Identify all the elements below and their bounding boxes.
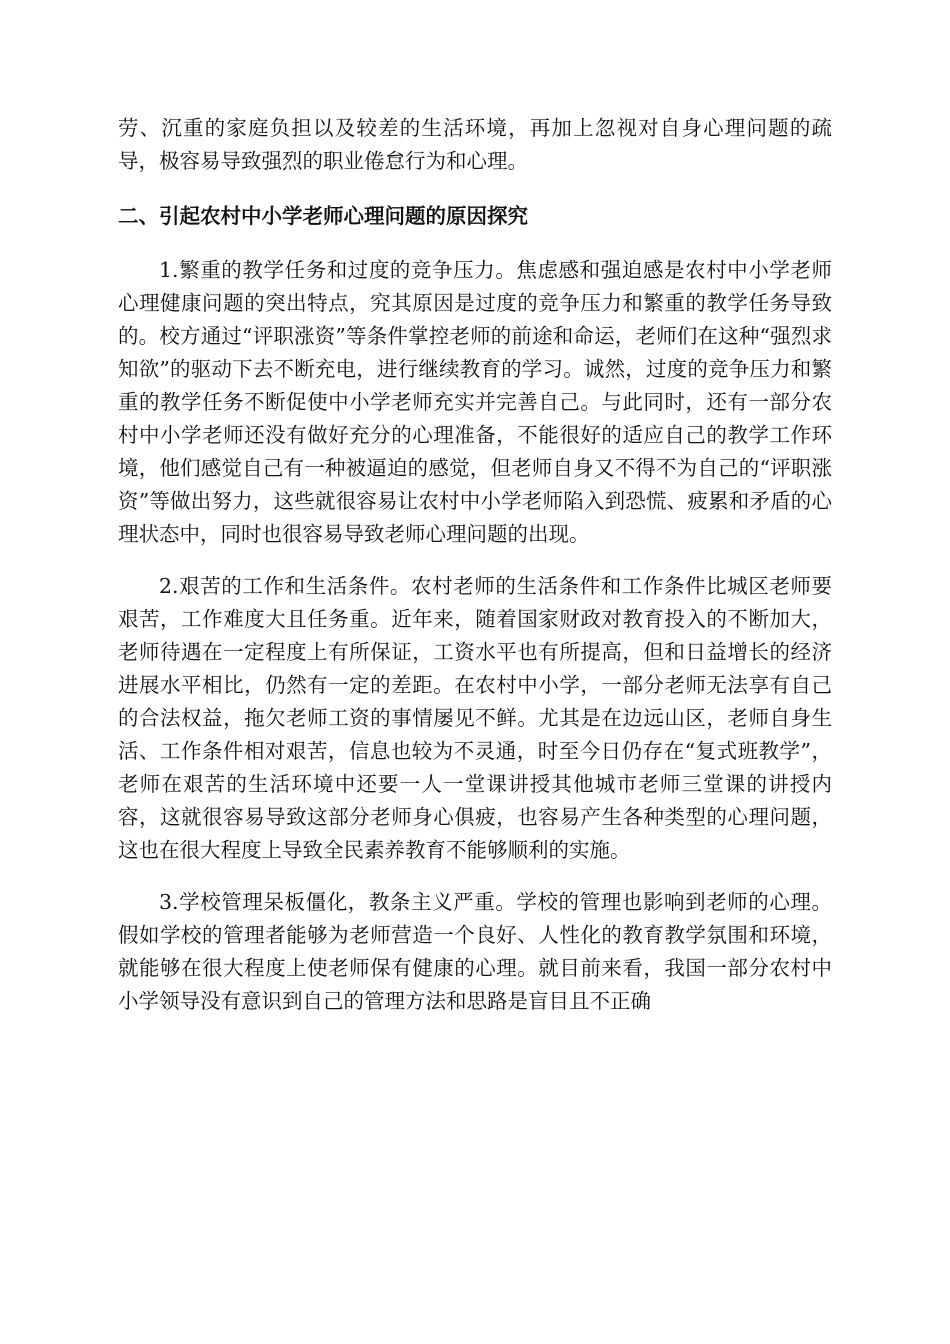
section-heading: 二、引起农村中小学老师心理问题的原因探究 <box>118 204 528 228</box>
continuation-paragraph: 劳、沉重的家庭负担以及较差的生活环境，再加上忽视对自身心理问题的疏导，极容易导致强烈的职业倦怠行为和心理。 <box>118 116 832 173</box>
paragraph-3: 3.学校管理呆板僵化，教条主义严重。学校的管理也影响到老师的心理。假如学校的管理者能够为老师营造一个良好、人性化的教育教学氛围和环境，就能够在很大程度上使老师保有健康的心理。就目前来看，我国一部分农村中小学领导没有意识到自己的管理方法和思路是盲目且不正确 <box>118 890 832 1013</box>
paragraph-1: 1.繁重的教学任务和过度的竞争压力。焦虑感和强迫感是农村中小学老师心理健康问题的突出特点，究其原因是过度的竞争压力和繁重的教学任务导致的。校方通过“评职涨资”等条件掌控老师的前途和命运，老师们在这种“强烈求知欲”的驱动下去不断充电，进行继续教育的学习。诚然，过度的竞争压力和繁重的教学任务不断促使中小学老师充实并完善自己。与此同时，还有一部分农村中小学老师还没有做好充分的心理准备，不能很好的适应自己的教学工作环境，他们感觉自己有一种被逼迫的感觉，但老师自身又不得不为自己的“评职涨资”等做出努力，这些就很容易让农村中小学老师陷入到恐慌、疲累和矛盾的心理状态中，同时也很容易导致老师心理问题的出现。 <box>118 258 832 546</box>
paragraph-2: 2.艰苦的工作和生活条件。农村老师的生活条件和工作条件比城区老师要艰苦，工作难度大且任务重。近年来，随着国家财政对教育投入的不断加大，老师待遇在一定程度上有所保证，工资水平也有所提高，但和日益增长的经济进展水平相比，仍然有一定的差距。在农村中小学，一部分老师无法享有自己的合法权益，拖欠老师工资的事情屡见不鲜。尤其是在边远山区，老师自身生活、工作条件相对艰苦，信息也较为不灵通，时至今日仍存在“复式班教学”，老师在艰苦的生活环境中还要一人一堂课讲授其他城市老师三堂课的讲授内容，这就很容易导致这部分老师身心俱疲，也容易产生各种类型的心理问题，这也在很大程度上导致全民素养教育不能够顺利的实施。 <box>118 574 832 862</box>
document-page <box>118 112 832 1018</box>
